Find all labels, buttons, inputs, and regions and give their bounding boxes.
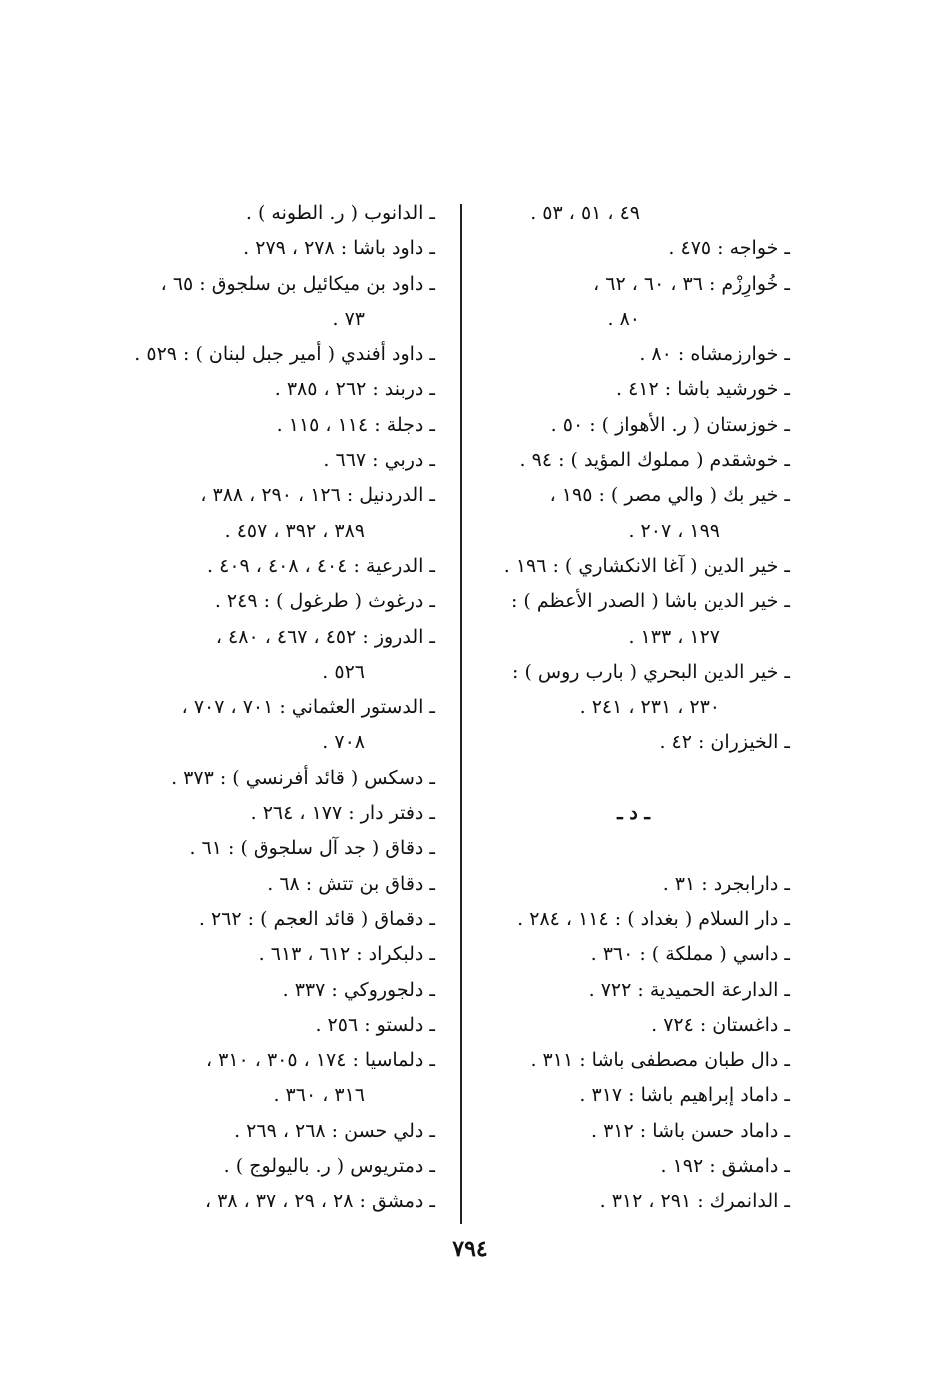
index-entry: ـ دربي : ٦٦٧ . — [323, 449, 435, 472]
index-entry: ـ درغوث ( طرغول ) : ٢٤٩ . — [214, 590, 435, 613]
index-entry: ـ خير الدين ( آغا الانكشاري ) : ١٩٦ . — [503, 554, 790, 577]
index-entry: ـ دسكس ( قائد أفرنسي ) : ٣٧٣ . — [171, 766, 435, 789]
section-letter-heading: ـ د ـ — [617, 802, 650, 825]
index-entry: ـ خوشقدم ( مملوك المؤيد ) : ٩٤ . — [519, 449, 790, 472]
index-entry-continuation: ٣٨٩ ، ٣٩٢ ، ٤٥٧ . — [224, 519, 365, 542]
index-entry: ـ دجلة : ١١٤ ، ١١٥ . — [276, 413, 435, 436]
index-entry: ـ الدروز : ٤٥٢ ، ٤٦٧ ، ٤٨٠ ، — [215, 625, 435, 648]
index-entry-continuation: ٧٣ . — [332, 307, 365, 330]
left-index-column — [105, 196, 435, 1220]
index-entry: ـ داسي ( مملكة ) : ٣٦٠ . — [590, 943, 790, 966]
index-entry-continuation: ٤٩ ، ٥١ ، ٥٣ . — [530, 202, 640, 224]
index-entry: ـ خورشيد باشا : ٤١٢ . — [616, 378, 790, 401]
index-entry-continuation: ١٢٧ ، ١٣٣ . — [628, 625, 720, 648]
blank-line — [475, 831, 790, 866]
index-entry: ـ خوزستان ( ر. الأهواز ) : ٥٠ . — [550, 413, 790, 436]
index-entry-continuation: ٥٢٦ . — [322, 660, 365, 683]
index-entry-continuation: ٨٠ . — [607, 307, 640, 330]
index-entry-continuation: ١٩٩ ، ٢٠٧ . — [628, 519, 720, 542]
index-entry: ـ دلجوروكي : ٣٣٧ . — [282, 978, 435, 1001]
index-entry-continuation: ٢٣٠ ، ٢٣١ ، ٢٤١ . — [579, 696, 720, 719]
index-entry: ـ خُوارِزْم : ٣٦ ، ٦٠ ، ٦٢ ، — [593, 272, 790, 295]
index-entry: ـ خير بك ( والي مصر ) : ١٩٥ ، — [549, 484, 790, 507]
index-entry: ـ الدستور العثماني : ٧٠١ ، ٧٠٧ ، — [181, 696, 435, 719]
blank-line — [475, 761, 790, 796]
index-entry: ـ خواجه : ٤٧٥ . — [668, 237, 790, 260]
index-entry: ـ داماد إبراهيم باشا : ٣١٧ . — [579, 1084, 790, 1107]
index-entry: ـ داغستان : ٧٢٤ . — [651, 1013, 790, 1036]
page-number: ٧٩٤ — [452, 1236, 488, 1262]
index-entry: ـ دفتر دار : ١٧٧ ، ٢٦٤ . — [250, 802, 435, 825]
index-entry: ـ دارابجرد : ٣١ . — [662, 872, 790, 895]
index-entry: ـ دلستو : ٢٥٦ . — [315, 1013, 435, 1036]
index-entry: ـ الدردنيل : ١٢٦ ، ٢٩٠ ، ٣٨٨ ، — [200, 484, 435, 507]
index-entry: ـ دامشق : ١٩٢ . — [660, 1155, 790, 1178]
index-entry: ـ دلماسيا : ١٧٤ ، ٣٠٥ ، ٣١٠ ، — [205, 1049, 435, 1072]
index-entry: ـ داود بن ميكائيل بن سلجوق : ٦٥ ، — [160, 272, 435, 295]
index-entry: ـ الدانمرك : ٢٩١ ، ٣١٢ . — [599, 1190, 790, 1213]
index-entry: ـ خير الدين البحري ( بارب روس ) : — [512, 660, 790, 683]
index-entry: ـ دلي حسن : ٢٦٨ ، ٢٦٩ . — [234, 1119, 435, 1142]
index-entry: ـ خوارزمشاه : ٨٠ . — [639, 343, 790, 366]
index-entry: ـ دربند : ٢٦٢ ، ٣٨٥ . — [274, 378, 435, 401]
index-entry-continuation: ٧٠٨ . — [322, 731, 365, 754]
index-entry: ـ دقماق ( قائد العجم ) : ٢٦٢ . — [198, 907, 435, 930]
index-entry: ـ خير الدين باشا ( الصدر الأعظم ) : — [510, 590, 790, 613]
index-entry: ـ الدارعة الحميدية : ٧٢٢ . — [588, 978, 790, 1001]
index-entry: ـ دمشق : ٢٨ ، ٢٩ ، ٣٧ ، ٣٨ ، — [204, 1190, 435, 1213]
right-index-column — [475, 196, 790, 1220]
column-divider — [460, 204, 462, 1224]
index-entry: ـ الدانوب ( ر. الطونه ) . — [245, 202, 435, 224]
index-entry-continuation: ٣١٦ ، ٣٦٠ . — [273, 1084, 365, 1107]
index-entry: ـ الدرعية : ٤٠٤ ، ٤٠٨ ، ٤٠٩ . — [207, 554, 435, 577]
index-entry: ـ دلبكراد : ٦١٢ ، ٦١٣ . — [258, 943, 435, 966]
index-entry: ـ داود باشا : ٢٧٨ ، ٢٧٩ . — [243, 237, 435, 260]
index-entry: ـ دال طبان مصطفى باشا : ٣١١ . — [530, 1049, 790, 1072]
index-entry: ـ دقاق ( جد آل سلجوق ) : ٦١ . — [189, 837, 435, 860]
index-entry: ـ دمتريوس ( ر. باليولوج ) . — [223, 1155, 435, 1178]
index-entry: ـ داود أفندي ( أمير جبل لبنان ) : ٥٢٩ . — [134, 343, 435, 366]
index-entry: ـ الخيزران : ٤٢ . — [659, 731, 790, 754]
index-entry: ـ دقاق بن تتش : ٦٨ . — [267, 872, 435, 895]
index-entry: ـ داماد حسن باشا : ٣١٢ . — [591, 1119, 790, 1142]
index-entry: ـ دار السلام ( بغداد ) : ١١٤ ، ٢٨٤ . — [517, 907, 790, 930]
